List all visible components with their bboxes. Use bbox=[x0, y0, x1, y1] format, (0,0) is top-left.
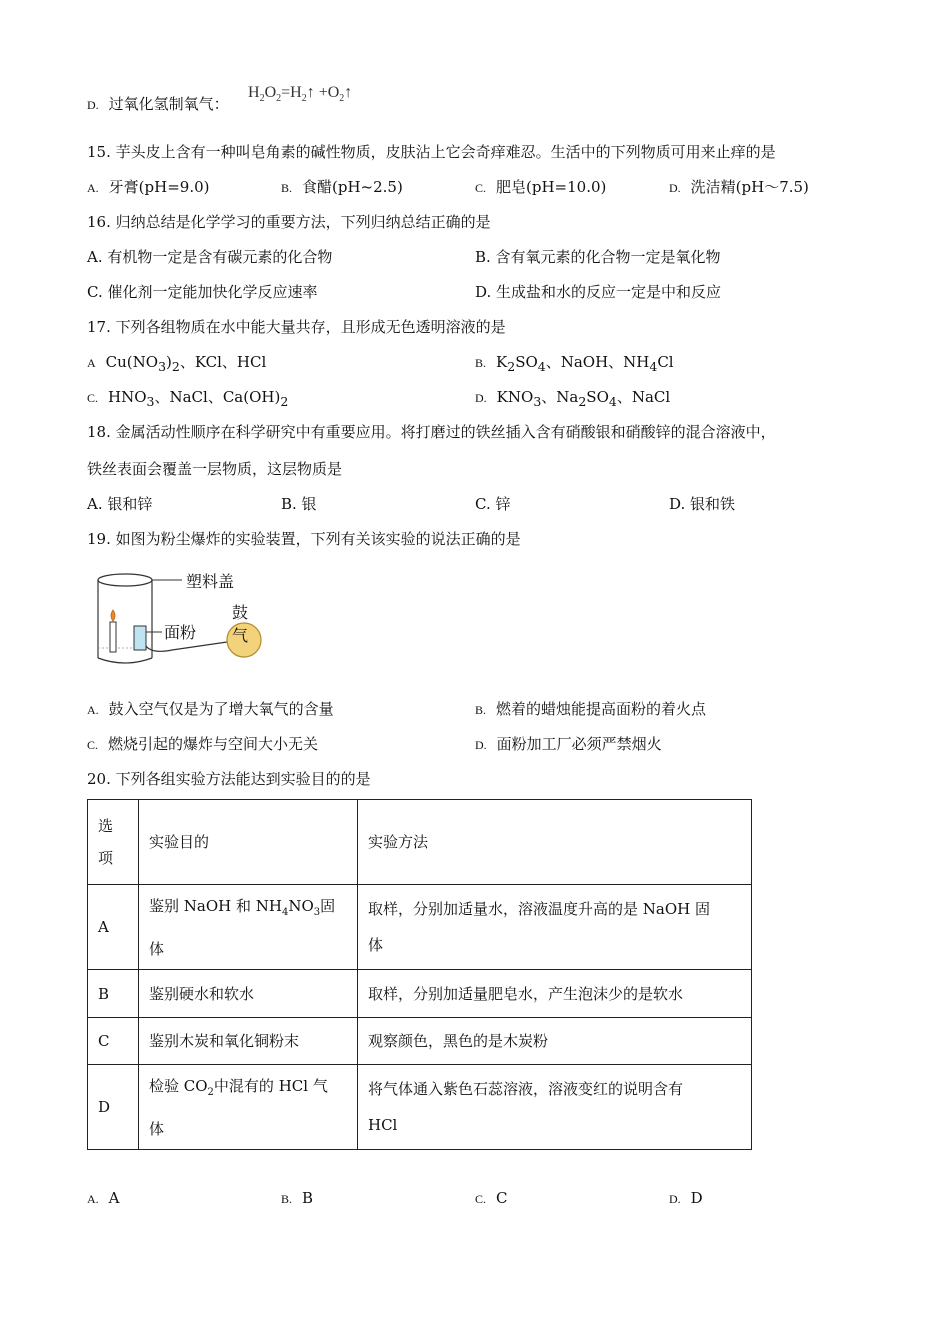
q14-option-d bbox=[87, 94, 229, 115]
q19-stem: 19. 如图为粉尘爆炸的实验装置，下列有关该实验的说法正确的是 bbox=[87, 530, 521, 548]
row-option: D bbox=[88, 1065, 139, 1150]
dust-explosion-apparatus bbox=[92, 566, 262, 684]
row-purpose: 检验 $CO_2$中混有的 HCl 气 体 bbox=[139, 1065, 358, 1150]
header-purpose: 实验目的 bbox=[139, 800, 358, 885]
q14-equation: $H_2O_2=H_2↑$ $+O_2↑$ bbox=[248, 84, 353, 105]
q20-option-b[interactable]: B. B bbox=[281, 1189, 314, 1207]
label-plastic-lid: 塑料盖 bbox=[186, 572, 235, 591]
q17-stem: 17. 下列各组物质在水中能大量共存，且形成无色透明溶液的是 bbox=[87, 318, 506, 336]
q16-option-c[interactable]: C. 催化剂一定能加快化学反应速率 bbox=[87, 283, 318, 301]
q16-option-b[interactable]: B. 含有氧元素的化合物一定是氧化物 bbox=[475, 248, 721, 266]
q20-stem: 20. 下列各组实验方法能达到实验目的的是 bbox=[87, 770, 371, 788]
q15-option-c[interactable]: C. 肥皂(pH=10.0) bbox=[475, 178, 607, 196]
row-method: 取样，分别加适量水，溶液温度升高的是 NaOH 固 体 bbox=[358, 885, 752, 970]
q15-option-d[interactable]: D. 洗洁精(pH～7.5) bbox=[669, 178, 809, 196]
table-row bbox=[88, 970, 752, 1018]
q20-option-a[interactable]: A. A bbox=[87, 1189, 120, 1207]
table-row bbox=[88, 885, 752, 970]
table-header-row bbox=[88, 800, 752, 885]
option-text: 过氧化氢制氧气： bbox=[108, 95, 229, 113]
label-blow-air: 鼓气 bbox=[232, 603, 249, 645]
header-method: 实验方法 bbox=[358, 800, 752, 885]
q17-option-d[interactable]: D. $KNO_3$、$Na_2SO_4$、NaCl bbox=[475, 388, 671, 409]
q17-option-b[interactable]: B. $K_2SO_4$、NaOH、$NH_4Cl$ bbox=[475, 353, 674, 374]
row-purpose: 鉴别 NaOH 和 $NH_4NO_3$固体 bbox=[139, 885, 358, 970]
q16-stem: 16. 归纳总结是化学学习的重要方法，下列归纳总结正确的是 bbox=[87, 213, 491, 231]
q19-option-a[interactable]: A. 鼓入空气仅是为了增大氧气的含量 bbox=[87, 700, 334, 718]
row-purpose: 鉴别硬水和软水 bbox=[139, 970, 358, 1018]
q20-option-d[interactable]: D. D bbox=[669, 1189, 703, 1207]
q15-option-a[interactable]: A. 牙膏(pH=9.0) bbox=[87, 178, 210, 196]
q15-option-b[interactable]: B. 食醋(pH~2.5) bbox=[281, 178, 403, 196]
q17-option-a[interactable]: A $Cu(NO_3)_2$、KCl、HCl bbox=[87, 353, 267, 374]
header-option: 选 项 bbox=[88, 800, 139, 885]
table-row bbox=[88, 1065, 752, 1150]
q20-table bbox=[87, 799, 752, 1150]
option-label: D. bbox=[87, 98, 99, 112]
q18-option-b[interactable]: B. 银 bbox=[281, 495, 317, 513]
q18-stem-line2: 铁丝表面会覆盖一层物质，这层物质是 bbox=[87, 460, 343, 478]
q19-option-c[interactable]: C. 燃烧引起的爆炸与空间大小无关 bbox=[87, 735, 319, 753]
q18-option-a[interactable]: A. 银和锌 bbox=[87, 495, 153, 513]
row-method: 将气体通入紫色石蕊溶液，溶液变红的说明含有 HCl bbox=[358, 1065, 752, 1150]
q19-option-b[interactable]: B. 燃着的蜡烛能提高面粉的着火点 bbox=[475, 700, 707, 718]
table-row bbox=[88, 1018, 752, 1065]
q19-option-d[interactable]: D. 面粉加工厂必须严禁烟火 bbox=[475, 735, 662, 753]
row-purpose: 鉴别木炭和氧化铜粉末 bbox=[139, 1018, 358, 1065]
q18-option-c[interactable]: C. 锌 bbox=[475, 495, 511, 513]
q18-stem-line1: 18. 金属活动性顺序在科学研究中有重要应用。将打磨过的铁丝插入含有硝酸银和硝酸锌的混合溶液中， bbox=[87, 423, 776, 441]
label-flour: 面粉 bbox=[164, 623, 197, 642]
q18-option-d[interactable]: D. 银和铁 bbox=[669, 495, 736, 513]
q15-stem: 15. 芋头皮上含有一种叫皂角素的碱性物质，皮肤沾上它会奇痒难忍。生活中的下列物质可用来止痒的是 bbox=[87, 143, 776, 161]
q17-option-c[interactable]: C. $HNO_3$、NaCl、$Ca(OH)_2$ bbox=[87, 388, 289, 409]
row-option: B bbox=[88, 970, 139, 1018]
row-option: A bbox=[88, 885, 139, 970]
q16-option-d[interactable]: D. 生成盐和水的反应一定是中和反应 bbox=[475, 283, 722, 301]
row-option: C bbox=[88, 1018, 139, 1065]
q16-option-a[interactable]: A. 有机物一定是含有碳元素的化合物 bbox=[87, 248, 333, 266]
q20-option-c[interactable]: C. C bbox=[475, 1189, 508, 1207]
row-method: 取样，分别加适量肥皂水，产生泡沫少的是软水 bbox=[358, 970, 752, 1018]
row-method: 观察颜色，黑色的是木炭粉 bbox=[358, 1018, 752, 1065]
